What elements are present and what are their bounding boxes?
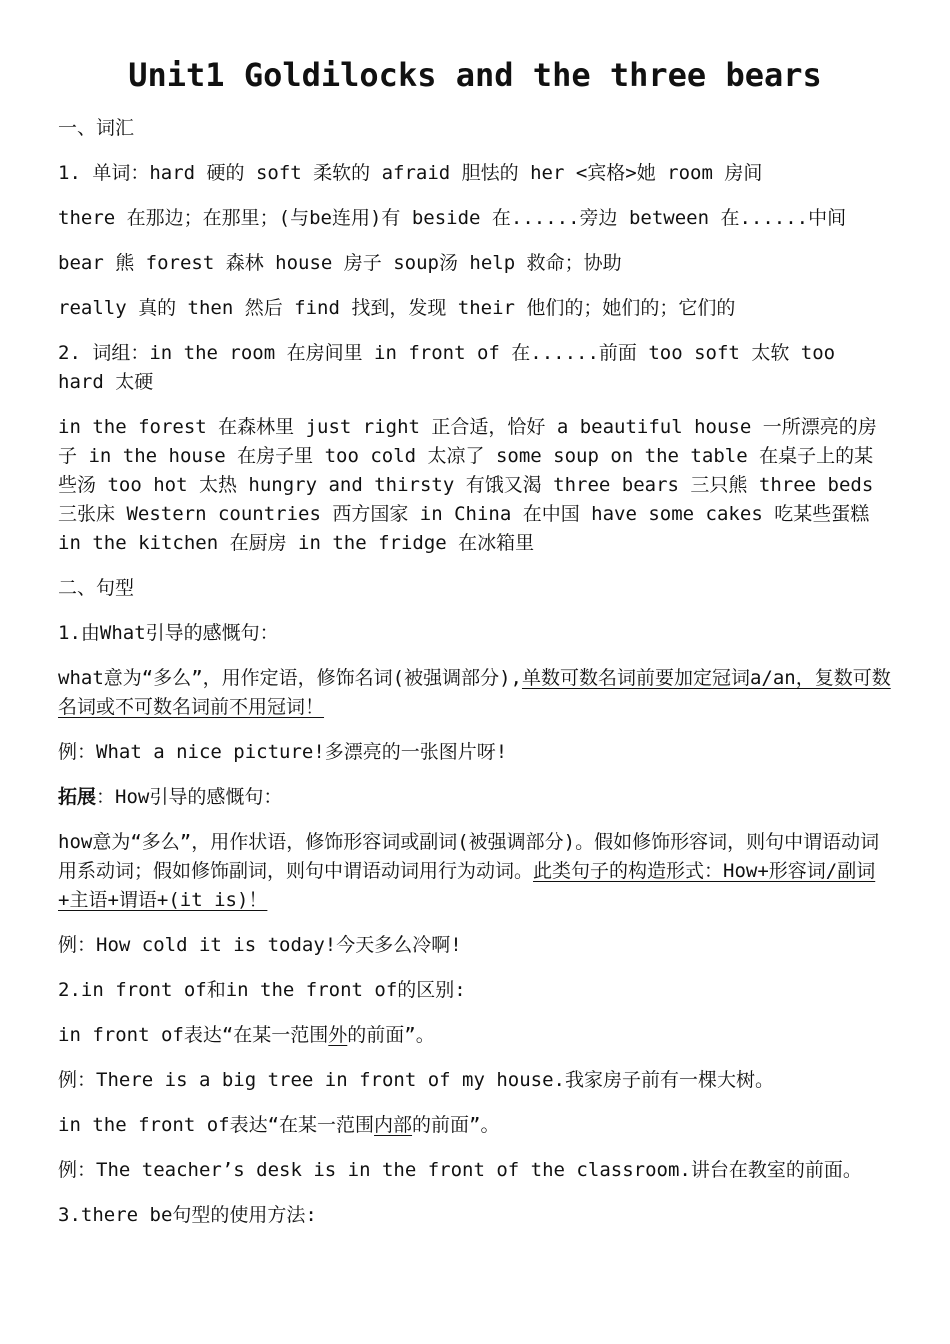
definition-text-end: 的前面”。 (347, 1024, 435, 1046)
what-desc-underlined: 单数可数名词前要加定冠词a/an，复数可数名词或不可数名词前不用冠词！ (58, 667, 891, 718)
definition-text: in front of表达“在某一范围 (58, 1024, 329, 1046)
definition-underlined: 内部 (374, 1114, 413, 1136)
how-exclamation-heading (58, 783, 892, 812)
in-the-front-of-definition (58, 1111, 892, 1140)
what-example: 例：What a nice picture!多漂亮的一张图片呀! (58, 741, 508, 763)
in-front-of-definition (58, 1021, 892, 1050)
how-heading-text: ：How引导的感慨句： (96, 786, 283, 808)
phrases-line-1: 2. 词组：in the room 在房间里 in front of 在......前面 too soft 太软 too hard 太硬 (58, 342, 836, 393)
section-heading-sentences: 二、句型 (58, 577, 135, 599)
extension-label: 拓展 (58, 786, 97, 808)
words-line-1: 1. 单词：hard 硬的 soft 柔软的 afraid 胆怯的 her <宾格>她 room 房间 (58, 162, 763, 184)
in-front-of-heading: 2.in front of和in the front of的区别: (58, 979, 466, 1001)
words-line-3: bear 熊 forest 森林 house 房子 soup汤 help 救命；协助 (58, 252, 622, 274)
in-the-front-of-example: 例：The teacher’s desk is in the front of the classroom.讲台在教室的前面。 (58, 1159, 862, 1181)
how-desc-underlined: 此类句子的构造形式：How+形容词/副词+主语+谓语+(it is)！ (58, 860, 876, 911)
what-desc-text: what意为“多么”，用作定语，修饰名词(被强调部分), (58, 667, 522, 689)
how-exclamation-description (58, 828, 892, 915)
definition-text: in the front of表达“在某一范围 (58, 1114, 375, 1136)
what-exclamation-description (58, 664, 892, 722)
phrases-line-2: in the forest 在森林里 just right 正合适，恰好 a beautiful house 一所漂亮的房子 in the house 在房子里 too cold 太凉了 some soup on the table 在桌子上的某些汤 too hot 太热 hungry and thirsty 有饿又渴 three bears 三只熊 three beds 三张床 Western countries 西方国家 in China 在中国 have some cakes 吃某些蛋糕 in the kitchen 在厨房 in the fridge 在冰箱里 (58, 416, 877, 554)
definition-text-end: 的前面”。 (412, 1114, 500, 1136)
page-title: Unit1 Goldilocks and the three bears (128, 56, 822, 94)
definition-underlined: 外 (328, 1024, 348, 1046)
there-be-heading: 3.there be句型的使用方法: (58, 1204, 317, 1226)
words-line-4: really 真的 then 然后 find 找到，发现 their 他们的；她们的；它们的 (58, 297, 736, 319)
words-line-2: there 在那边；在那里；(与be连用)有 beside 在......旁边 between 在......中间 (58, 207, 847, 229)
how-example: 例：How cold it is today!今天多么冷啊! (58, 934, 462, 956)
what-exclamation-heading: 1.由What引导的感慨句： (58, 622, 279, 644)
in-front-of-example: 例：There is a big tree in front of my house.我家房子前有一棵大树。 (58, 1069, 774, 1091)
section-heading-vocabulary: 一、词汇 (58, 117, 135, 139)
how-desc-text: how意为“多么”，用作状语，修饰形容词或副词(被强调部分)。假如修饰形容词，则句中谓语动词用系动词；假如修饰副词，则句中谓语动词用行为动词。 (58, 831, 880, 882)
